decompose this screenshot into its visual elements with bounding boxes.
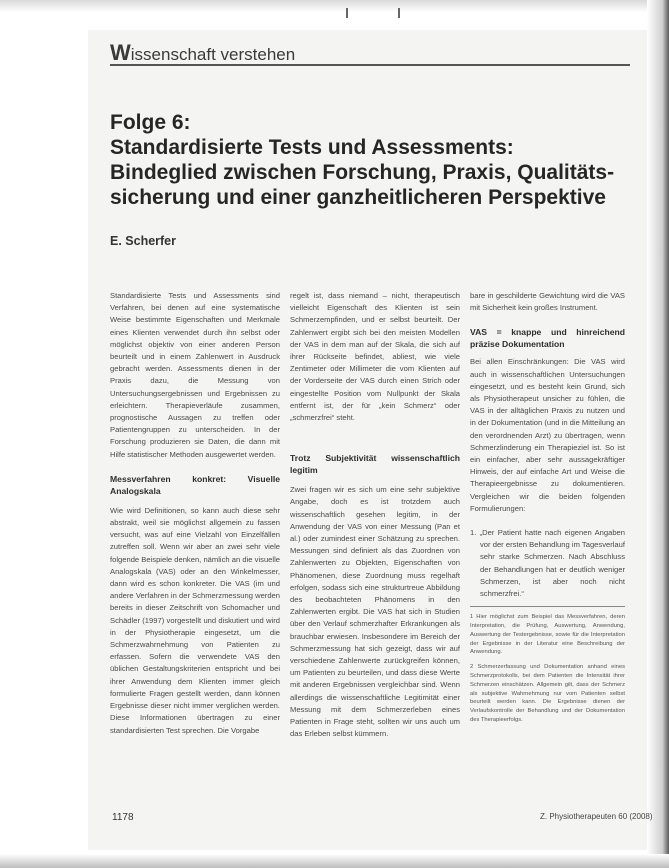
title-line: Bindeglied zwischen Forschung, Praxis, Qualitäts- [110, 161, 615, 184]
quote-item: 1. „Der Patient hatte nach eigenen Angaben vor der ersten Behandlung im Tagesverlauf sehr starke Schmerzen. Nach Abschluss der Behandlungen hat er deutlich weniger Schmerzen, ist aber noch nicht schmerzfrei.“ [470, 528, 625, 599]
author-name: E. Scherfer [110, 234, 177, 248]
paragraph: Wie wird Definitionen, so kann auch diese sehr abstrakt, weil sie möglichst allgemein zu fassen versucht, was auf eine Vielzahl von Einzelfällen zutreffen soll. Wenn wir aber an zwei sehr viele folgende Beispiele denken, nämlich an die visuelle Analogskala (VAS) oder an den Winkelmesser, dann wird es schon konkreter. Die VAS (im und andere Verfahren in der Schmerzmessung werden bereits in dieser Zeitschrift von Schomacher und Schädler (1997) vorgestellt und diskutiert und wird in der Physiotherapie eingesetzt, um die Schmerzwahrnehmung von Patienten zu erfassen. Sofern die verwendete VAS den üblichen Gestaltungskriterien entspricht und bei ihrer Anwendung dem Klienten immer gleich formulierte Fragen gestellt werden, dann können Ergebnisse dieser nicht immer verglichen werden. Diese Informationen übertragen zu einer standardisierten Test sprechen. Die Vorgabe [110, 505, 280, 735]
binding-mark [346, 8, 348, 18]
subheading: Trotz Subjektivität wissenschaftlich legitim [290, 453, 460, 476]
text-column-1 [110, 290, 280, 737]
article-title [110, 110, 630, 210]
text-column-3 [470, 290, 625, 731]
footnote: 2 Schmerzerfassung und Dokumentation anhand eines Schmerzprotokolls, bei dem Patienten die Intensität ihrer Schmerzen einschätzen. Allgemein gilt, dass der Schmerz als subjektive Wahrnehmung nur vom Patienten selbst beurteilt werden kann. Die Ergebnisse dienen der Verlaufskontrolle der Behandlung und der Dokumentation des Therapieerfolgs. [470, 664, 625, 724]
section-header-initial: W [110, 40, 131, 65]
paragraph: regelt ist, dass niemand – nicht, therapeutisch vielleicht Eigenschaft des Klienten ist sein Schmerzempfinden, und er selbst beurteilt. Der Zahlenwert ergibt sich bei den meisten Modellen der VAS in dem man auf der Skala, die sich auf ihrer Rückseite befindet, abliest, wie viele Zentimeter oder Millimeter die vom Klienten auf der Vorderseite der VAS durch einen Strich oder eingestellte Position vom Nullpunkt der Skala entfernt ist, der für „kein Schmerz“ oder „schmerzfrei“ steht. [290, 291, 460, 423]
paragraph: Bei allen Einschränkungen: Die VAS wird auch in wissenschaftlichen Untersuchungen eingesetzt, und es besteht kein Grund, sich als Physiotherapeut unsicher zu fühlen, die VAS in der alltäglichen Praxis zu nutzen und in der Dokumentation (und in die Mitteilung an den verordnenden Arzt) zu übertragen, wenn Schmerzlinderung ein Therapieziel ist. So ist ein einfacher, aber sehr aussagekräftiger Hinweis, der auf einfache Art und Weise die Therapieergebnisse zu dokumentieren. Vergleichen wir die beiden folgenden Formulierungen: [470, 357, 625, 513]
title-line: Standardisierte Tests und Assessments: [110, 136, 514, 159]
subheading: Messverfahren konkret: Visuelle Analogskala [110, 473, 280, 496]
journal-reference: Z. Physiotherapeuten 60 (2008) [540, 812, 653, 821]
scan-edge-right [647, 0, 669, 868]
paragraph: Zwei fragen wir es sich um eine sehr subjektive Angabe, doch es ist trotzdem auch wissenschaftlich gesehen legitim, in der Anwendung der VAS von einer Messung (Pan et al.) oder zumindest einer Schätzung zu sprechen. Messungen sind definiert als das Zuordnen von Zahlenwerten zu Objekten, Eigenschaften von Phänomenen, diese Zuordnung muss regelhaft erfolgen, sodass sich eine strukturtreue Abbildung des beobachteten Phänomens in den Zahlenwerten ergibt. Die VAS hat sich in Studien über den Verlauf schmerzhafter Erkrankungen als brauchbar erwiesen. Insbesondere im Bereich der Schmerzmessung hat sich gezeigt, dass wir auf verschiedene Zahlenwerte zurückgreifen können, um Patienten zu beurteilen, und dass diese Werte mit anderen Ergebnissen vergleichbar sind. Wenn allerdings die wissenschaftliche Legitimität einer Messung mit dem Schmerzerleben eines Patienten in Frage steht, sollten wir uns auch um das Erleben selbst kümmern. [290, 485, 460, 739]
footnote: 1 Hier möglichst zum Beispiel das Messverfahren, deren Interpretation, die Prüfung, Auswertung, Anwendung, Auswertung der Testergebnisse, sowie für die Interpretation der Ergebnisse in der Literatur eine Beschreibung der Anwendung. [470, 614, 625, 656]
section-header [110, 40, 295, 66]
paragraph: Standardisierte Tests und Assessments sind Verfahren, bei denen auf eine systematische Weise bestimmte Eigenschaften und Merkmale eines Klienten verwendet durch ihn selbst oder möglichst objektiv von einer anderen Person beurteilt und in einem Zahlenwert in Ausdruck gebracht werden. Assessments dienen in der Praxis dazu, die Messung von Untersuchungsergebnissen und Ergebnissen zu erleichtern. Therapieverläufe zusammen, prognostische Aussagen zu treffen oder Patientengruppen zu unterscheiden. In der Forschung produzieren sie Daten, die dann mit Hilfe statistischer Methoden ausgewertet werden. [110, 291, 280, 459]
footnotes [470, 606, 625, 725]
paragraph: bare in geschilderte Gewichtung wird die VAS mit Sicherheit kein großes Instrument. [470, 291, 625, 313]
text-column-2 [290, 290, 460, 741]
binding-mark [398, 8, 400, 18]
page-number: 1178 [112, 812, 134, 823]
section-divider [110, 64, 630, 66]
subheading: VAS = knappe und hinreichend präzise Dokumentation [470, 327, 625, 350]
scan-edge-top [0, 0, 669, 12]
section-header-text: issenschaft verstehen [130, 45, 296, 64]
title-line: sicherung und einer ganzheitlicheren Perspektive [110, 186, 606, 209]
scan-edge-bottom [0, 854, 669, 868]
title-line: Folge 6: [110, 111, 191, 134]
